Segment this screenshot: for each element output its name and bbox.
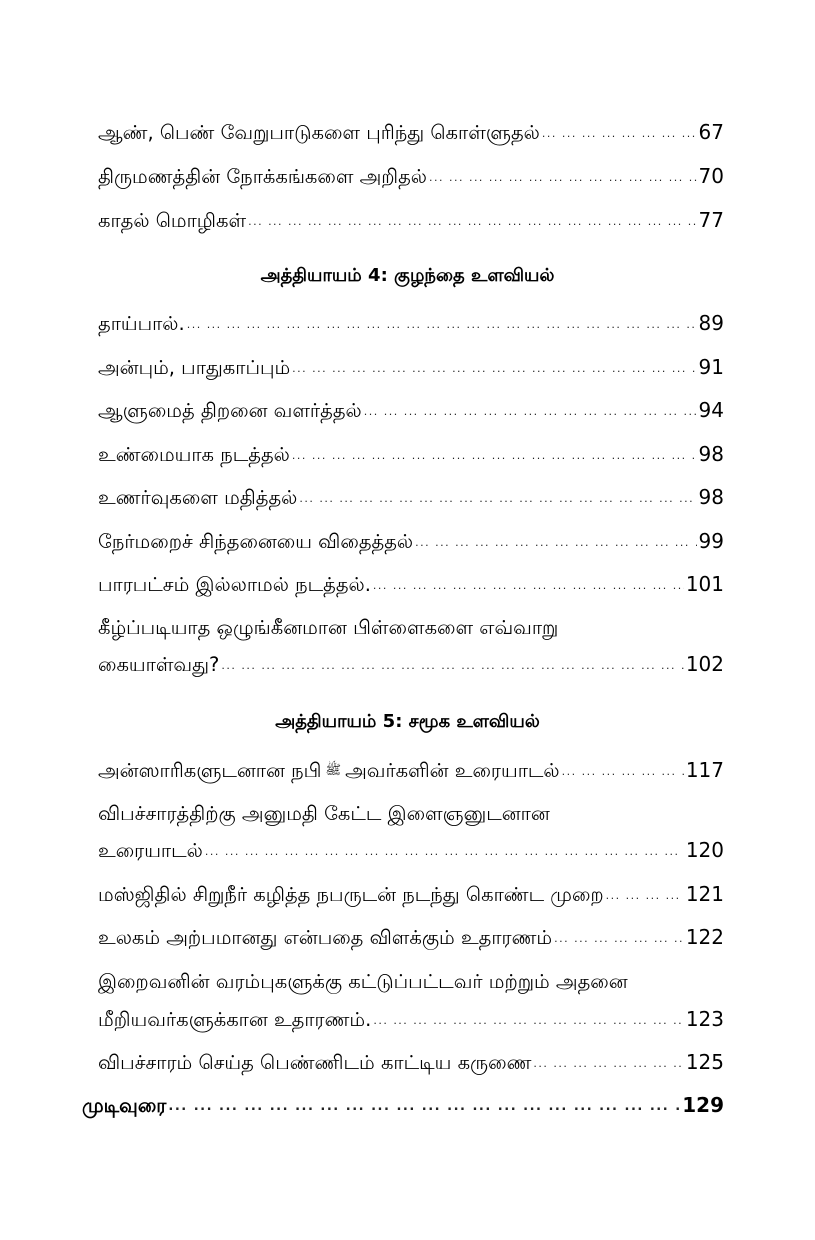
title-part: அவர்களின் உரையாடல் [345,759,560,782]
toc-entry-page: 121 [685,882,724,906]
dot-leader [364,397,697,427]
toc-entry [98,835,724,869]
toc-entry [98,395,724,429]
toc-entry-line1 [98,613,724,643]
toc-entry-page: 122 [685,925,724,949]
toc-entry-page: 77 [698,208,724,232]
salawat-symbol: ﷺ [325,763,342,778]
toc-entry [98,1004,724,1038]
toc-entry [98,352,724,386]
toc-entry-page: 70 [698,164,724,188]
toc-entry [98,482,724,516]
toc-entry-page: 120 [685,838,724,862]
toc-entry-title [98,756,560,786]
chapter-heading: அத்தியாயம் 4: குழந்தை உளவியல் [260,265,555,286]
toc-entry-title: இறைவனின் வரம்புகளுக்கு கட்டுப்பட்டவர் மற்றும் அதனை [98,970,628,993]
toc-entry-page: 125 [685,1050,724,1074]
toc-entry-title: தாய்பால். [98,312,185,335]
toc-entry [98,439,724,473]
toc-entry-page: 123 [685,1007,724,1031]
toc-entry-page: 67 [698,120,724,144]
toc-entry-title: உலகம் அற்பமானது என்பதை விளக்கும் உதாரணம் [98,926,553,949]
toc-entry-page: 89 [698,311,724,335]
toc-entry-title: கீழ்ப்படியாத ஒழுங்கீனமான பிள்ளைகளை எவ்வாறு [98,616,559,639]
toc-entry-title: உணர்வுகளை மதித்தல் [98,486,298,509]
toc-entry-title: மஸ்ஜிதில் சிறுநீர் கழித்த நபருடன் நடந்து கொண்ட முறை [98,883,604,906]
dot-leader [373,571,684,601]
toc-entry-title: ஆளுமைத் திறனை வளர்த்தல் [98,399,362,422]
toc-entry-title: அன்பும், பாதுகாப்பும் [98,356,291,379]
dot-leader [205,837,684,867]
dot-leader [606,881,684,911]
toc-entry-title: மீறியவர்களுக்கான உதாரணம். [98,1008,372,1031]
dot-leader [562,757,684,787]
toc-entry-title: முடிவுரை [82,1094,167,1117]
toc-entry-page: 102 [685,652,724,676]
toc-entry [98,161,724,195]
toc-entry-page: 117 [685,758,724,782]
dot-leader [554,924,684,954]
toc-entry-conclusion [82,1090,724,1124]
dot-leader [415,528,696,558]
toc-entry-title: உண்மையாக நடத்தல் [98,443,290,466]
toc-entry-page: 101 [685,572,724,596]
toc-entry-title: கையாள்வது? [98,653,220,676]
dot-leader [299,484,696,514]
toc-entry [98,649,724,683]
toc-entry-page: 98 [698,442,724,466]
dot-leader [373,1006,683,1036]
toc-entry-line1 [98,967,724,997]
toc-entry-title: விபச்சாரத்திற்கு அனுமதி கேட்ட இளைஞனுடனான [98,802,550,825]
toc-entry [98,205,724,239]
dot-leader [221,651,683,681]
toc-entry [98,526,724,560]
toc-entry [98,755,724,789]
toc-entry [98,308,724,342]
dot-leader [542,119,697,149]
toc-entry-title: காதல் மொழிகள் [98,209,247,232]
toc-entry-title: திருமணத்தின் நோக்கங்களை அறிதல் [98,165,427,188]
dot-leader [168,1092,680,1122]
toc-entry-title: விபச்சாரம் செய்த பெண்ணிடம் காட்டிய கருணை [98,1051,532,1074]
toc-entry-title: ஆண், பெண் வேறுபாடுகளை புரிந்து கொள்ளுதல் [98,121,540,144]
toc-entry [98,879,724,913]
toc-entry [98,117,724,151]
toc-entry-page: 98 [698,485,724,509]
toc-entry-page: 99 [698,529,724,553]
toc-entry [98,922,724,956]
toc-entry-line1 [98,799,724,829]
toc-entry-title: உரையாடல் [98,839,203,862]
dot-leader [533,1049,683,1079]
toc-entry-title: பாரபட்சம் இல்லாமல் நடத்தல். [98,573,371,596]
toc-entry-title: நேர்மறைச் சிந்தனையை விதைத்தல் [98,530,414,553]
toc-entry-page: 94 [698,398,724,422]
chapter-heading: அத்தியாயம் 5: சமூக உளவியல் [275,711,540,732]
dot-leader [429,163,697,193]
toc-entry-page: 129 [682,1093,724,1117]
toc-entry [98,569,724,603]
dot-leader [292,354,696,384]
toc-entry-page: 91 [698,355,724,379]
title-part: அன்ஸாரிகளுடனான நபி [98,759,322,782]
toc-entry [98,1047,724,1081]
dot-leader [187,310,697,340]
dot-leader [292,441,697,471]
dot-leader [248,207,696,237]
